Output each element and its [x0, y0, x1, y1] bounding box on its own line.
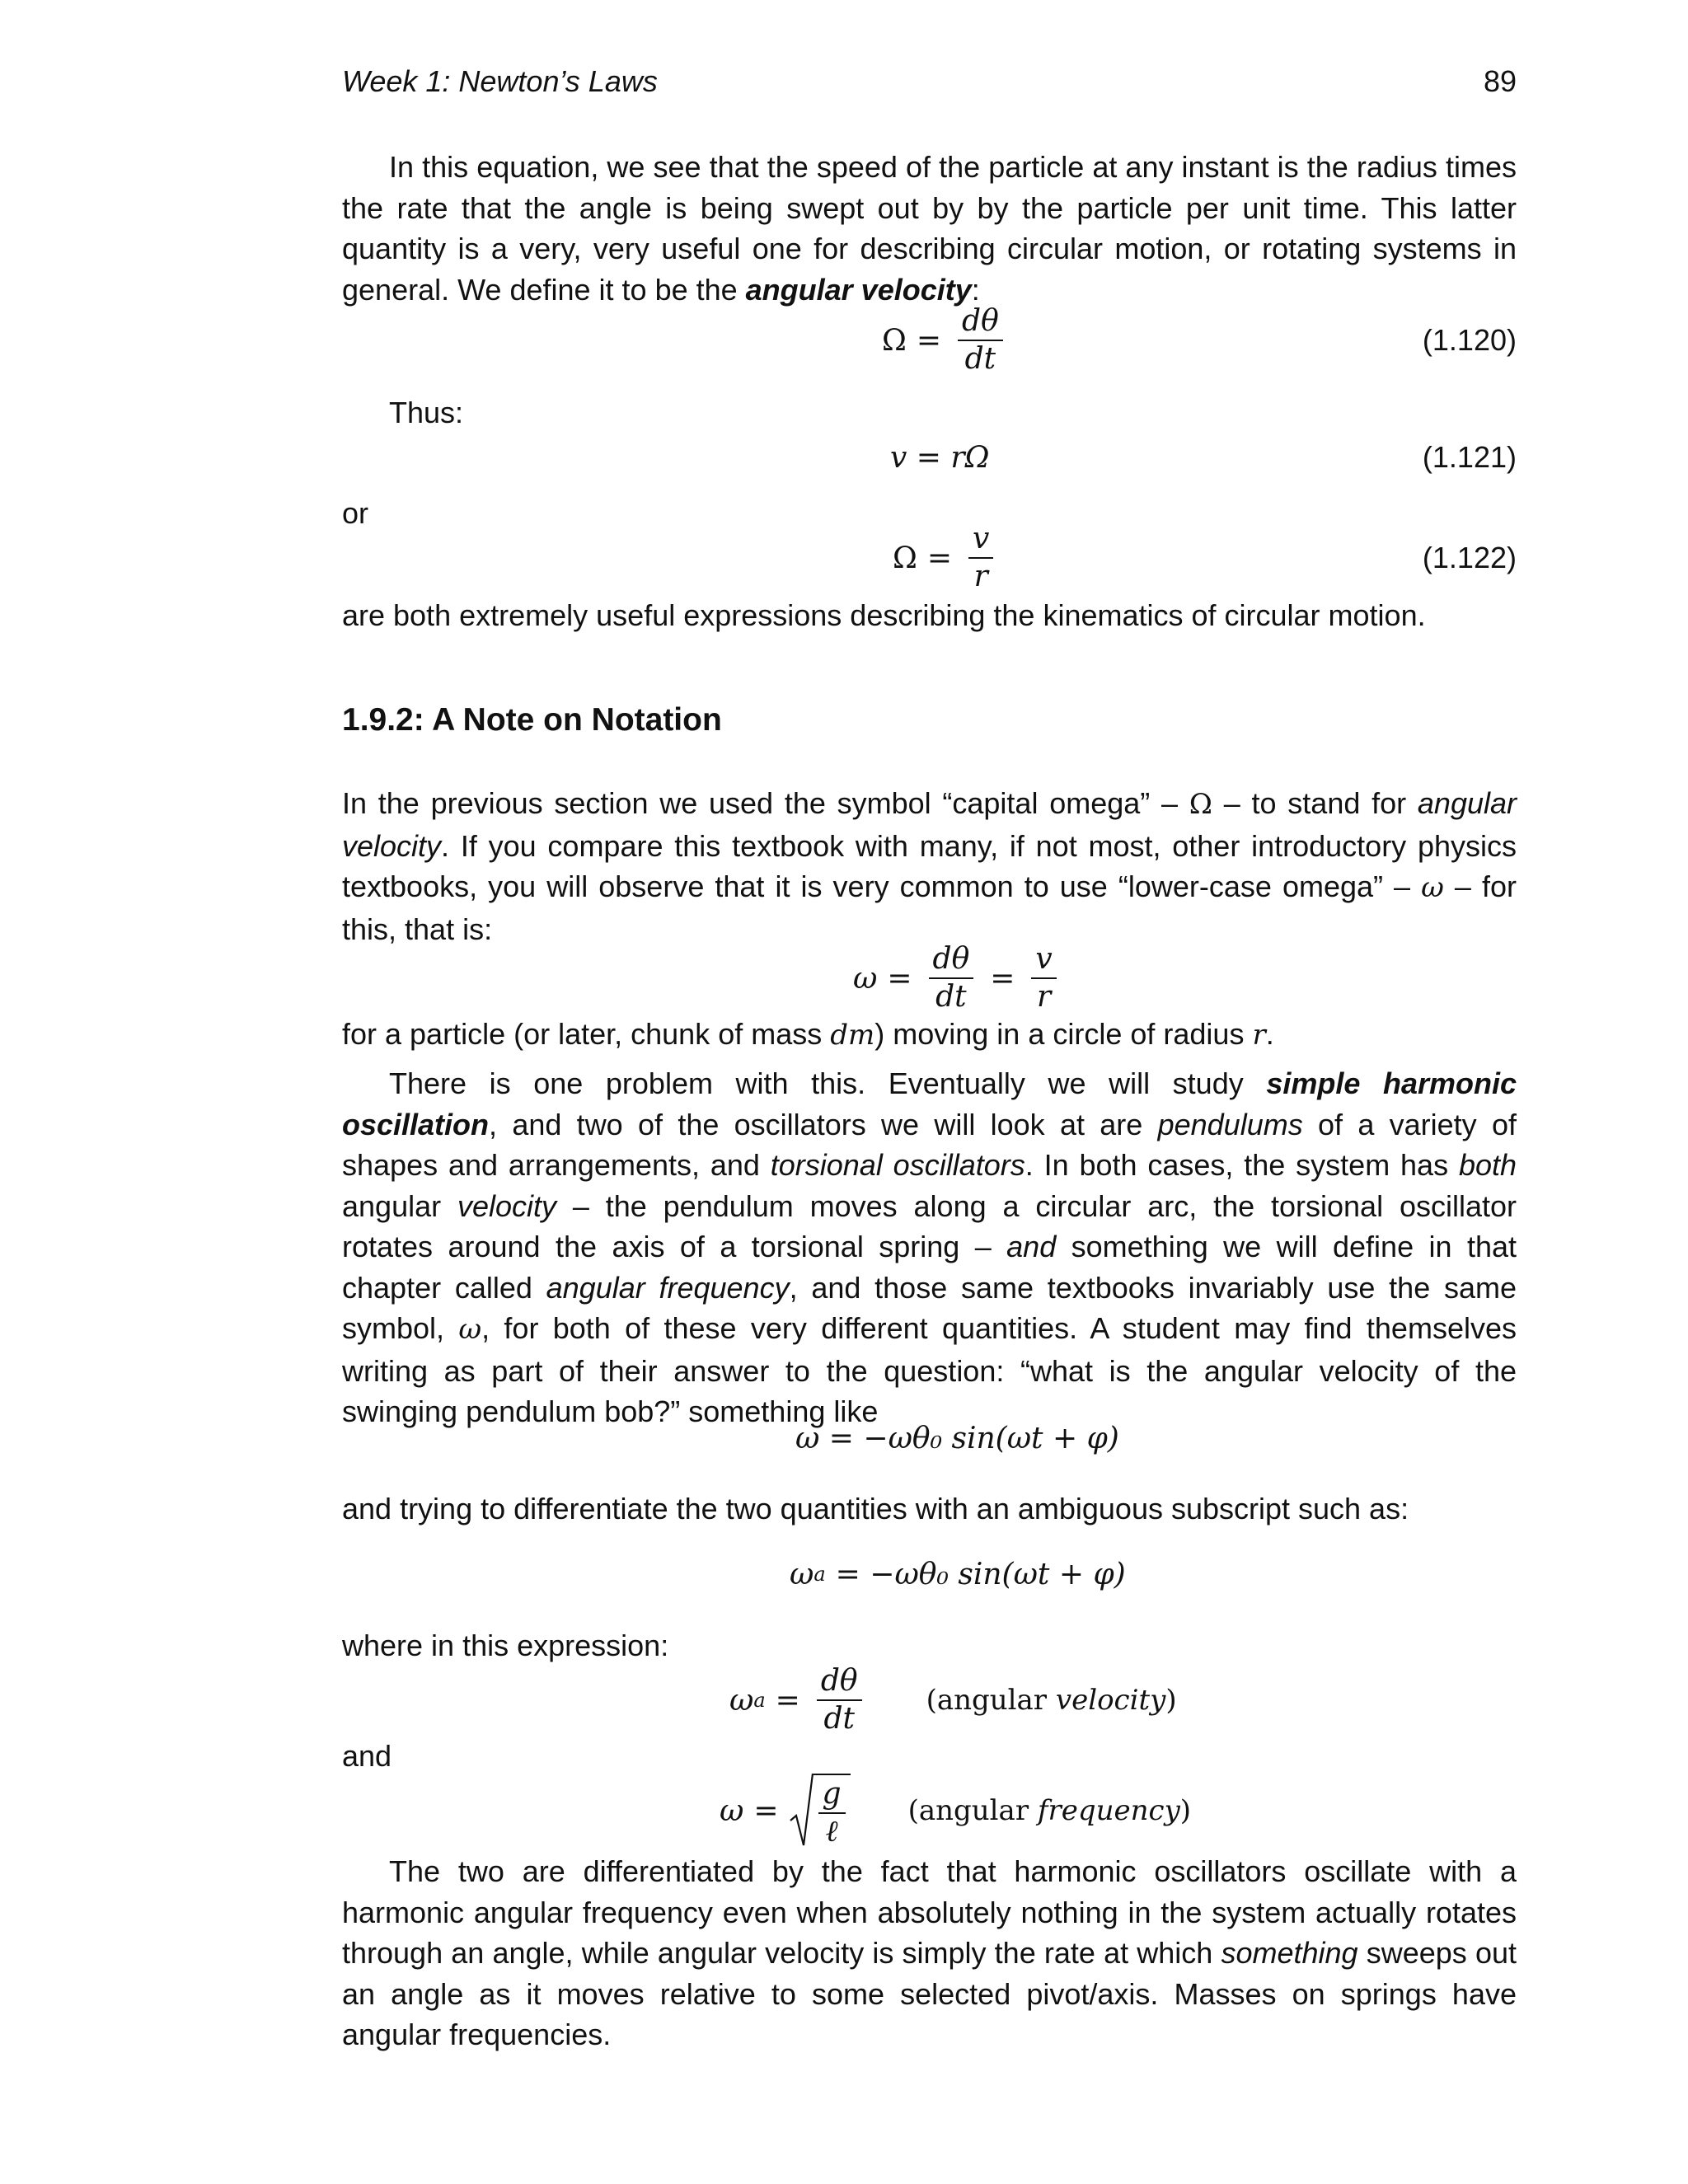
denominator: dt — [964, 342, 996, 376]
page — [342, 0, 1517, 2184]
eq-lhs: ω — [853, 961, 878, 996]
eq-sign: = — [990, 961, 1015, 996]
numerator: v — [1031, 943, 1056, 979]
equation-number: (1.120) — [1422, 323, 1517, 357]
thus-label: Thus: — [389, 396, 464, 429]
denominator: dt — [935, 980, 967, 1014]
text: In the previous section we used the symbol “capital omega” – — [342, 786, 1189, 820]
annotation-word: angular — [918, 1794, 1029, 1827]
section-heading: 1.9.2: A Note on Notation — [342, 702, 722, 738]
fraction — [818, 1778, 846, 1849]
emphasis: angular velocity — [342, 786, 1517, 863]
text: sweeps out an angle as it moves relative to some selected pivot/axis. Masses on springs have angular frequencies. — [342, 1936, 1517, 2051]
eq-lhs: Ω — [882, 323, 907, 358]
annotation-emphasis: velocity — [1055, 1684, 1166, 1717]
fraction — [817, 1665, 862, 1736]
page-number: 89 — [1483, 64, 1517, 98]
numerator: v — [968, 523, 993, 559]
eq-sign: = — [916, 323, 942, 358]
paragraph-notation — [342, 783, 1517, 949]
paragraph-kinematics: are both extremely useful expressions describing the kinematics of circular motion. — [342, 598, 1426, 632]
numerator: dθ — [958, 305, 1003, 341]
equation-1-120 — [342, 295, 1517, 386]
eq-lhs: ω — [790, 1557, 814, 1591]
square-root — [789, 1773, 851, 1849]
eq-sign: = — [926, 541, 953, 575]
equation-1-121 — [342, 416, 1517, 499]
text: of a variety of shapes and arrangements, and — [342, 1107, 1517, 1182]
denominator: r — [1036, 980, 1052, 1014]
emphasis: something — [1221, 1936, 1358, 1970]
text: . — [1265, 1017, 1274, 1051]
paragraph-angular-velocity-intro — [342, 147, 1517, 310]
numerator: dθ — [929, 943, 974, 979]
term-angular-velocity: angular velocity — [745, 272, 972, 307]
eq-sign: = — [753, 1793, 779, 1828]
emphasis: torsional oscillators — [770, 1148, 1025, 1182]
equation-number: (1.121) — [1422, 440, 1517, 474]
equation-omega-wrong — [342, 1401, 1517, 1475]
eq-expression: ω = −ωθ₀ sin(ωt + φ) — [795, 1421, 1119, 1455]
annotation-emphasis: frequency — [1037, 1794, 1180, 1827]
equation-number: (1.122) — [1422, 541, 1517, 574]
annotation-word: angular — [936, 1684, 1048, 1717]
equation-angular-velocity — [342, 1655, 1517, 1746]
equation-angular-frequency — [342, 1765, 1517, 1856]
equation-omega-definition — [342, 933, 1517, 1024]
header-title: Week 1: Newton’s Laws — [342, 64, 658, 98]
radical-sign-icon — [789, 1773, 814, 1849]
text: , for both of these very different quantities. A student may find themselves writing as part of their answer to the question: “what is the angular velocity of the swinging pendulum bob?” something like — [342, 1311, 1517, 1428]
paragraph-subscript: and trying to differentiate the two quantities with an ambiguous subscript such as: — [342, 1492, 1409, 1526]
eq-lhs: ω — [729, 1683, 754, 1718]
paragraph-where: where in this expression: — [342, 1629, 669, 1662]
fraction — [968, 523, 993, 593]
numerator: dθ — [817, 1665, 862, 1701]
text: something we will define in that chapter called — [342, 1230, 1517, 1305]
emphasis: and — [1006, 1230, 1057, 1263]
equation-omega-a — [342, 1537, 1517, 1611]
text: . If you compare this textbook with many, if not most, other introductory physics textbooks, you will observe that it is very common to use “lower-case omega” – — [342, 828, 1517, 903]
emphasis: pendulums — [1157, 1107, 1303, 1141]
text: for a particle (or later, chunk of mass — [342, 1017, 831, 1051]
text: : — [971, 272, 980, 307]
denominator: ℓ — [825, 1814, 838, 1849]
subscript: a — [753, 1689, 766, 1712]
text: – for this, that is: — [342, 869, 1517, 946]
text: angular — [342, 1188, 457, 1223]
symbol-omega: ω — [458, 1313, 482, 1346]
fraction — [958, 305, 1003, 376]
denominator: dt — [823, 1702, 855, 1736]
denominator: r — [973, 560, 988, 593]
equation-1-122 — [342, 513, 1517, 603]
annotation: (angular frequency) — [907, 1794, 1192, 1827]
fraction — [929, 943, 974, 1014]
symbol-capital-omega: Ω — [1189, 788, 1212, 821]
emphasis: velocity — [457, 1188, 557, 1223]
text: . In both cases, the system has — [1025, 1148, 1459, 1182]
fraction — [1031, 943, 1056, 1014]
symbol-r: r — [1252, 1019, 1266, 1052]
symbol-omega: ω — [1421, 871, 1444, 904]
term-simple-harmonic-oscillation: simple harmonic oscillation — [342, 1066, 1517, 1141]
text: In this equation, we see that the speed of the particle at any instant is the radius times the rate that the angle is being swept out by by the particle per unit time. This latter quantity is a very, very useful one for describing circular motion, or rotating systems in general. We define it to be the — [342, 150, 1517, 307]
subscript: a — [814, 1563, 826, 1586]
text: The two are differentiated by the fact that harmonic oscillators oscillate with a harmonic angular frequency even when absolutely nothing in the system actually rotates through an angle, while angular velocity is simply the rate at which — [342, 1854, 1517, 1970]
eq-rhs: = −ωθ₀ sin(ωt + φ) — [835, 1557, 1126, 1591]
paragraph-harmonic-problem — [342, 1063, 1517, 1432]
annotation: (angular velocity) — [926, 1684, 1177, 1717]
text: ) moving in a circle of radius — [874, 1017, 1253, 1051]
numerator: g — [818, 1778, 846, 1814]
eq-sign: = — [775, 1683, 800, 1718]
eq-lhs: Ω — [893, 541, 917, 575]
text: – to stand for — [1212, 786, 1418, 820]
eq-lhs: ω — [720, 1793, 744, 1828]
paragraph-differentiated — [342, 1851, 1517, 2055]
and-label: and — [342, 1739, 392, 1773]
or-label: or — [342, 496, 369, 530]
paragraph-particle — [342, 1014, 1517, 1057]
text: , and two of the oscillators we will look at are — [489, 1107, 1158, 1141]
emphasis: both — [1458, 1148, 1517, 1182]
eq-sign: = — [887, 961, 912, 996]
text: – the pendulum moves along a circular arc, the torsional oscillator rotates around the axis of a torsional spring – — [342, 1188, 1517, 1263]
text: There is one problem with this. Eventually we will study — [389, 1066, 1267, 1100]
symbol-dm: dm — [830, 1019, 875, 1052]
emphasis: angular frequency — [546, 1270, 790, 1305]
eq-expression: v = rΩ — [890, 440, 990, 475]
text: , and those same textbooks invariably use the same symbol, — [342, 1270, 1517, 1345]
